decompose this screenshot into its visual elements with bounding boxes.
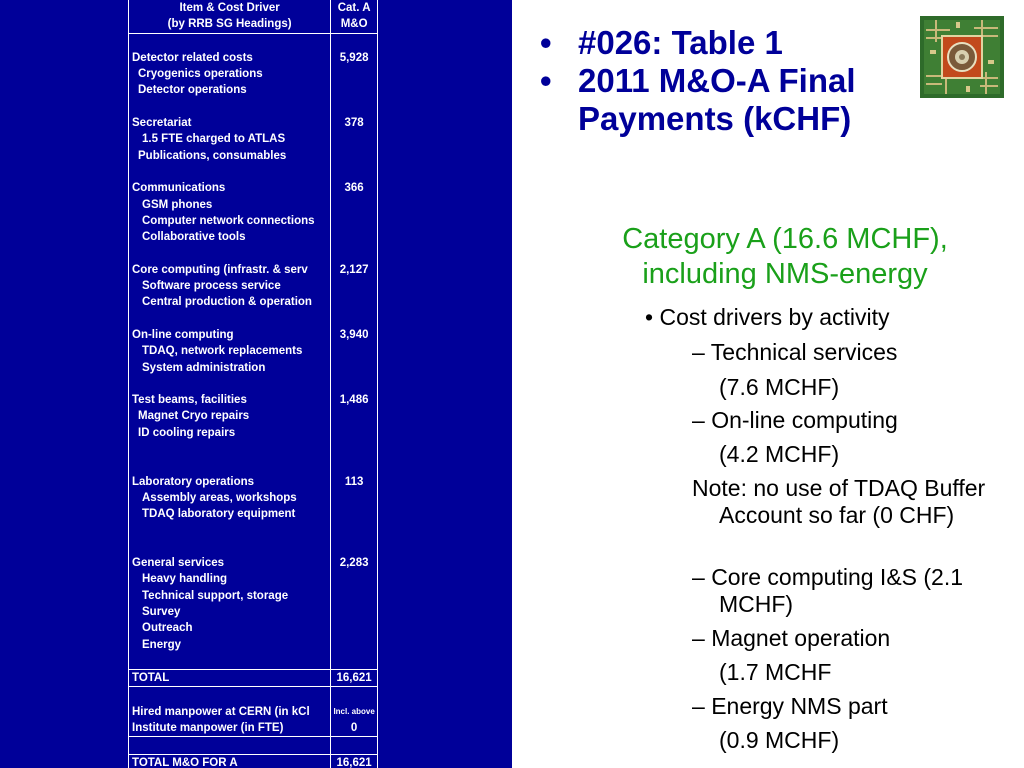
item-text: Magnet operation bbox=[711, 625, 891, 651]
row-value bbox=[331, 490, 378, 506]
row-value bbox=[331, 571, 378, 587]
row-label: On-line computing bbox=[129, 327, 331, 343]
row-value bbox=[331, 99, 378, 115]
table-row bbox=[129, 245, 378, 261]
row-label: Outreach bbox=[129, 620, 331, 636]
item-text: On-line computing bbox=[711, 407, 898, 433]
row-value bbox=[331, 278, 378, 294]
row-label bbox=[129, 687, 331, 704]
header-cat-line1: Cat. A bbox=[331, 0, 378, 16]
table-row bbox=[129, 539, 378, 555]
slide-title-bullets bbox=[540, 24, 920, 138]
table-row bbox=[129, 376, 378, 392]
title-bullet-text: #026: Table 1 bbox=[578, 24, 783, 61]
row-value bbox=[331, 197, 378, 213]
energy-nms-item bbox=[692, 693, 888, 720]
dash-mark: – bbox=[692, 407, 705, 433]
row-label bbox=[129, 164, 331, 180]
table-row bbox=[129, 262, 378, 278]
category-title: Category A (16.6 MCHF), including NMS-energy bbox=[622, 223, 948, 290]
table-row bbox=[129, 327, 378, 343]
table-row bbox=[129, 197, 378, 213]
row-value bbox=[331, 523, 378, 539]
table-row bbox=[129, 506, 378, 522]
row-value: 2,127 bbox=[331, 262, 378, 278]
row-value: 366 bbox=[331, 180, 378, 196]
row-label bbox=[129, 539, 331, 555]
table-row bbox=[129, 213, 378, 229]
technical-services-value: (7.6 MCHF) bbox=[719, 374, 840, 400]
table-row bbox=[129, 441, 378, 457]
table-row bbox=[129, 82, 378, 98]
row-label bbox=[129, 441, 331, 457]
row-value: 16,621 bbox=[331, 670, 378, 687]
row-value bbox=[331, 294, 378, 310]
row-label bbox=[129, 99, 331, 115]
row-label: Energy bbox=[129, 637, 331, 653]
technical-services-item bbox=[692, 339, 897, 366]
table-row bbox=[129, 229, 378, 245]
online-computing-item bbox=[692, 407, 898, 434]
row-value: 1,486 bbox=[331, 392, 378, 408]
item-text: Core computing I&S (2.1 MCHF) bbox=[711, 564, 964, 617]
magnet-operation-value: (1.7 MCHF bbox=[719, 659, 832, 685]
row-value bbox=[331, 148, 378, 164]
row-value bbox=[331, 653, 378, 670]
row-label: Hired manpower at CERN (in kCl bbox=[129, 704, 331, 720]
row-value bbox=[331, 539, 378, 555]
row-label bbox=[129, 33, 331, 50]
table-row bbox=[129, 33, 378, 50]
bullet-dot: • bbox=[645, 304, 654, 330]
table-row bbox=[129, 180, 378, 196]
row-label bbox=[129, 311, 331, 327]
table-row bbox=[129, 131, 378, 147]
online-computing-value: (4.2 MCHF) bbox=[719, 441, 840, 467]
row-label bbox=[129, 653, 331, 670]
title-bullet-text: 2011 M&O-A Final Payments (kCHF) bbox=[578, 62, 856, 137]
table-row bbox=[129, 653, 378, 670]
table-row bbox=[129, 99, 378, 115]
row-value bbox=[331, 604, 378, 620]
row-label: Computer network connections bbox=[129, 213, 331, 229]
title-bullet bbox=[540, 24, 920, 62]
row-label: Publications, consumables bbox=[129, 148, 331, 164]
row-value: 378 bbox=[331, 115, 378, 131]
item-text: Technical services bbox=[710, 339, 898, 365]
table-row bbox=[129, 720, 378, 737]
row-value bbox=[331, 637, 378, 653]
header-cat-line2: M&O bbox=[331, 16, 378, 33]
row-label: Heavy handling bbox=[129, 571, 331, 587]
row-label bbox=[129, 457, 331, 473]
table-row bbox=[129, 588, 378, 604]
row-label bbox=[129, 245, 331, 261]
row-label: TDAQ, network replacements bbox=[129, 343, 331, 359]
row-label: General services bbox=[129, 555, 331, 571]
table-row bbox=[129, 704, 378, 720]
table-row bbox=[129, 604, 378, 620]
bullet-dot: • bbox=[540, 24, 552, 61]
row-label: TDAQ laboratory equipment bbox=[129, 506, 331, 522]
row-label: Central production & operation bbox=[129, 294, 331, 310]
table-row bbox=[129, 620, 378, 636]
table-row bbox=[129, 148, 378, 164]
table-row bbox=[129, 474, 378, 490]
row-label: Collaborative tools bbox=[129, 229, 331, 245]
row-value bbox=[331, 425, 378, 441]
row-value: 3,940 bbox=[331, 327, 378, 343]
row-label: Communications bbox=[129, 180, 331, 196]
table-header-row bbox=[129, 0, 378, 16]
row-value: Incl. above bbox=[331, 704, 378, 720]
dash-mark: – bbox=[692, 625, 705, 651]
row-value bbox=[331, 311, 378, 327]
cost-drivers-bullet bbox=[645, 304, 890, 331]
row-value bbox=[331, 506, 378, 522]
header-item-line1: Item & Cost Driver bbox=[129, 0, 331, 16]
row-label bbox=[129, 737, 331, 754]
row-value bbox=[331, 588, 378, 604]
core-computing-item bbox=[692, 564, 1024, 618]
row-value: 2,283 bbox=[331, 555, 378, 571]
row-value: 16,621 bbox=[331, 754, 378, 768]
cost-drivers-text: Cost drivers by activity bbox=[659, 304, 890, 330]
table-row bbox=[129, 555, 378, 571]
table-row bbox=[129, 278, 378, 294]
table-row bbox=[129, 164, 378, 180]
table-row bbox=[129, 637, 378, 653]
table-row bbox=[129, 737, 378, 754]
row-label: Secretariat bbox=[129, 115, 331, 131]
row-value bbox=[331, 131, 378, 147]
row-label: Software process service bbox=[129, 278, 331, 294]
table-row bbox=[129, 294, 378, 310]
row-label: GSM phones bbox=[129, 197, 331, 213]
row-label: TOTAL M&O FOR A bbox=[129, 754, 331, 768]
row-value: 5,928 bbox=[331, 50, 378, 66]
table-row bbox=[129, 670, 378, 687]
row-label: 1.5 FTE charged to ATLAS bbox=[129, 131, 331, 147]
row-value bbox=[331, 408, 378, 424]
row-value bbox=[331, 82, 378, 98]
row-label bbox=[129, 376, 331, 392]
table-row bbox=[129, 425, 378, 441]
table-row bbox=[129, 343, 378, 359]
row-label: Laboratory operations bbox=[129, 474, 331, 490]
row-value bbox=[331, 343, 378, 359]
table-row bbox=[129, 571, 378, 587]
row-value bbox=[331, 360, 378, 376]
row-value bbox=[331, 457, 378, 473]
row-label: System administration bbox=[129, 360, 331, 376]
header-item-line2: (by RRB SG Headings) bbox=[129, 16, 331, 33]
energy-nms-value: (0.9 MCHF) bbox=[719, 727, 840, 753]
row-label: Institute manpower (in FTE) bbox=[129, 720, 331, 737]
table-row bbox=[129, 457, 378, 473]
cost-table bbox=[128, 0, 378, 768]
chip-logo-icon bbox=[920, 16, 1004, 98]
dash-mark: – bbox=[692, 693, 705, 719]
row-label: Magnet Cryo repairs bbox=[129, 408, 331, 424]
row-value bbox=[331, 620, 378, 636]
table-row bbox=[129, 490, 378, 506]
row-label: Assembly areas, workshops bbox=[129, 490, 331, 506]
table-row bbox=[129, 408, 378, 424]
row-value: 0 bbox=[331, 720, 378, 737]
table-row bbox=[129, 50, 378, 66]
row-value bbox=[331, 376, 378, 392]
bullet-dot: • bbox=[540, 62, 552, 99]
table-row bbox=[129, 66, 378, 82]
dash-mark: – bbox=[692, 564, 705, 590]
tdaq-note: Note: no use of TDAQ Buffer Account so far (0 CHF) bbox=[692, 475, 986, 528]
table-row bbox=[129, 360, 378, 376]
row-value bbox=[331, 66, 378, 82]
row-label: Test beams, facilities bbox=[129, 392, 331, 408]
table-row bbox=[129, 311, 378, 327]
table-row bbox=[129, 754, 378, 768]
table-row bbox=[129, 115, 378, 131]
row-value bbox=[331, 245, 378, 261]
row-value bbox=[331, 687, 378, 704]
title-bullet bbox=[540, 62, 920, 138]
row-value bbox=[331, 229, 378, 245]
row-value bbox=[331, 33, 378, 50]
row-label: ID cooling repairs bbox=[129, 425, 331, 441]
row-value: 113 bbox=[331, 474, 378, 490]
row-value bbox=[331, 213, 378, 229]
row-label bbox=[129, 523, 331, 539]
row-label: TOTAL bbox=[129, 670, 331, 687]
row-label: Survey bbox=[129, 604, 331, 620]
row-label: Detector operations bbox=[129, 82, 331, 98]
row-value bbox=[331, 441, 378, 457]
item-text: Energy NMS part bbox=[711, 693, 888, 719]
row-label: Core computing (infrastr. & serv bbox=[129, 262, 331, 278]
row-value bbox=[331, 737, 378, 754]
row-value bbox=[331, 164, 378, 180]
row-label: Cryogenics operations bbox=[129, 66, 331, 82]
table-header-row bbox=[129, 16, 378, 33]
row-label: Detector related costs bbox=[129, 50, 331, 66]
row-label: Technical support, storage bbox=[129, 588, 331, 604]
magnet-operation-item bbox=[692, 625, 890, 652]
dash-mark: – bbox=[692, 339, 705, 365]
table-row bbox=[129, 687, 378, 704]
table-row bbox=[129, 392, 378, 408]
table-row bbox=[129, 523, 378, 539]
